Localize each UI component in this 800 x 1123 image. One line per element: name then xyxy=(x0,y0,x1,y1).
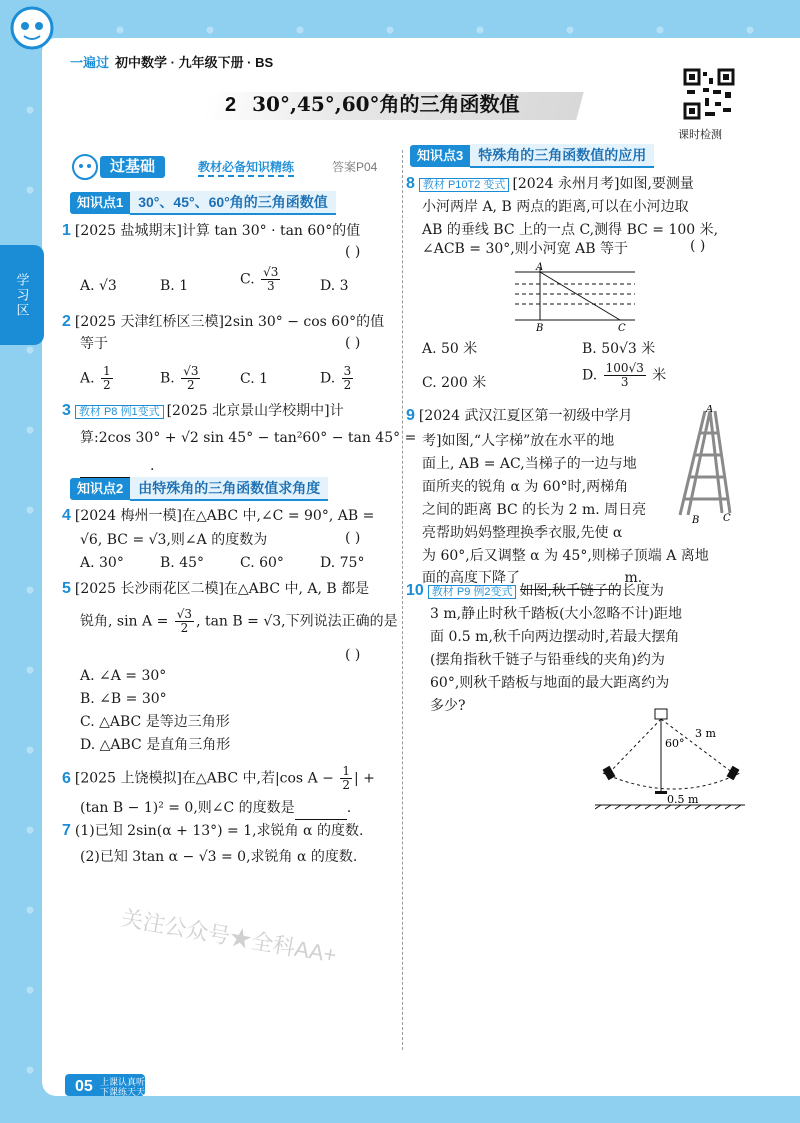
question-2: 2 [2025 天津红桥区三模]2sin 30° − cos 60°的值 xyxy=(62,313,385,330)
q8-option-c[interactable]: C. 200 米 xyxy=(422,375,487,391)
ladder-diagram xyxy=(660,405,735,525)
section-banner xyxy=(70,152,400,184)
question-10-line4: (摆角指秋千链子与铅垂线的夹角)约为 xyxy=(430,652,665,668)
question-4-line2: √6, BC = √3,则∠A 的度数为 xyxy=(80,532,268,548)
svg-text:60°: 60° xyxy=(665,737,685,750)
question-9-line3: 面上, AB = AC,当梯子的一边与地 xyxy=(422,456,637,472)
brand-name: 一遍过 xyxy=(70,55,110,70)
question-7: 7 (1)已知 2sin(α + 13°) = 1,求锐角 α 的度数. xyxy=(62,822,364,839)
question-1: 1 [2025 盐城期末]计算 tan 30° · tan 60°的值 xyxy=(62,222,361,239)
question-8-line3: AB 的垂线 BC 上的一点 C,测得 BC = 100 米, xyxy=(422,222,719,238)
q5-option-c[interactable]: C. △ABC 是等边三角形 xyxy=(80,714,230,730)
answer-page: 答案P04 xyxy=(332,160,378,174)
q1-option-c[interactable]: C. $\frac{√3}{3}$ xyxy=(240,265,279,293)
knowledge-point-2: 知识点2 由特殊角的三角函数值求角度 xyxy=(70,478,328,500)
watermark: 关注公众号★全科AA+ xyxy=(119,905,339,968)
question-6: 6 [2025 上饶模拟]在△ABC 中,若|cos A − $\frac{1}{2}$ | + xyxy=(62,764,375,792)
series-header xyxy=(70,52,273,71)
question-9-line4: 面所夹的锐角 α 为 60°时,两梯角 xyxy=(422,479,629,495)
q4-option-a[interactable]: A. 30° xyxy=(80,555,124,571)
answer-paren: ( ) xyxy=(345,530,361,546)
question-5: 5 [2025 长沙雨花区二模]在△ABC 中, A, B 都是 xyxy=(62,580,370,597)
q1-option-b[interactable]: B. 1 xyxy=(160,278,189,294)
mascot-icon xyxy=(70,152,100,182)
q2-option-b[interactable]: B. $\frac{√3}{2}$ xyxy=(160,364,199,392)
q8-option-d[interactable]: D. $\frac{100√3}{3}$ 米 xyxy=(582,361,667,389)
question-4: 4 [2024 梅州一模]在△ABC 中,∠C = 90°, AB = xyxy=(62,507,375,524)
knowledge-point-3: 知识点3 特殊角的三角函数值的应用 xyxy=(410,145,654,167)
q3-answer-blank[interactable]: . xyxy=(80,455,154,478)
answer-paren: ( ) xyxy=(345,647,361,663)
q2-option-d[interactable]: D. $\frac{3}{2}$ xyxy=(320,364,352,392)
page-number: 05 xyxy=(75,1078,93,1095)
knowledge-point-1: 知识点1 30°、45°、60°角的三角函数值 xyxy=(70,192,336,214)
svg-text:B: B xyxy=(536,323,544,332)
section-subtitle: 教材必备知识精练 xyxy=(198,158,294,177)
q2-option-c[interactable]: C. 1 xyxy=(240,371,269,387)
section-title: 过基础 xyxy=(100,156,165,178)
mascot-logo-icon xyxy=(2,0,64,70)
question-5-line2: 锐角, sin A = $\frac{√3}{2}$ , tan B = √3,下列说法正确的是 xyxy=(80,607,398,635)
question-10-line3: 面 0.5 m,秋千向两边摆动时,若最大摆角 xyxy=(430,629,680,645)
side-tab[interactable]: 学习区 xyxy=(0,245,44,345)
lesson-title-bar xyxy=(205,88,580,122)
q5-option-d[interactable]: D. △ABC 是直角三角形 xyxy=(80,737,231,753)
question-3-line2: 算:2cos 30° + √2 sin 45° − tan²60° − tan 45° = xyxy=(80,430,417,446)
question-10-line2: 3 m,静止时秋千踏板(大小忽略不计)距地 xyxy=(430,606,683,622)
answer-paren: ( ) xyxy=(345,335,361,351)
question-9-line5: 之间的距离 BC 的长为 2 m. 周日亮 xyxy=(422,502,647,518)
q1-option-a[interactable]: A. √3 xyxy=(80,278,117,294)
svg-text:A: A xyxy=(706,405,714,415)
q8-option-a[interactable]: A. 50 米 xyxy=(422,341,478,357)
q5-option-a[interactable]: A. ∠A = 30° xyxy=(80,668,167,684)
question-10-line6: 多少? xyxy=(430,698,466,714)
book-title: 初中数学 · 九年级下册 · BS xyxy=(115,55,274,70)
question-9-line7: 为 60°,后又调整 α 为 45°,则梯子顶端 A 离地 xyxy=(422,548,709,564)
question-3: 3 教材 P8 例1变式 [2025 北京景山学校期中]计 xyxy=(62,402,344,419)
question-8: 8 教材 P10T2 变式 [2024 永州月考]如图,要测量 xyxy=(406,175,694,192)
question-9-line8: 面的高度下降了 m. xyxy=(422,567,642,590)
column-divider xyxy=(402,150,403,1050)
svg-text:A: A xyxy=(536,262,544,273)
q4-option-d[interactable]: D. 75° xyxy=(320,555,365,571)
question-10-line5: 60°,则秋千踏板与地面的最大距离约为 xyxy=(430,675,670,691)
q1-option-d[interactable]: D. 3 xyxy=(320,278,349,294)
question-6-line2: (tan B − 1)² = 0,则∠C 的度数是 . xyxy=(80,797,351,820)
question-8-line4: ∠ACB = 30°,则小河宽 AB 等于 xyxy=(422,241,629,257)
question-2-line2: 等于 xyxy=(80,336,108,352)
q2-option-a[interactable]: A. $\frac{1}{2}$ xyxy=(80,364,111,392)
q4-option-b[interactable]: B. 45° xyxy=(160,555,205,571)
svg-text:3 m: 3 m xyxy=(695,727,716,740)
river-diagram xyxy=(510,260,640,332)
question-9: 9 [2024 武汉江夏区第一初级中学月 xyxy=(406,407,633,424)
svg-text:0.5 m: 0.5 m xyxy=(667,793,699,806)
footer-slogan: 上课认真听 下课练天天 xyxy=(100,1077,146,1097)
svg-text:C: C xyxy=(618,323,626,332)
swing-diagram xyxy=(595,705,745,815)
question-7-part2: (2)已知 3tan α − √3 = 0,求锐角 α 的度数. xyxy=(80,849,358,865)
question-10: 10 教材 P9 例2变式 如图,秋千链子的长度为 xyxy=(406,582,664,599)
lesson-title: 2 30°,45°,60°角的三角函数值 xyxy=(225,92,520,116)
svg-text:B: B xyxy=(692,515,700,525)
question-9-line2: 考]如图,“人字梯”放在水平的地 xyxy=(422,433,615,449)
answer-paren: ( ) xyxy=(345,244,361,260)
svg-text:C: C xyxy=(723,513,731,524)
q4-option-c[interactable]: C. 60° xyxy=(240,555,284,571)
q8-option-b[interactable]: B. 50√3 米 xyxy=(582,341,656,357)
qr-label: 课时检测 xyxy=(678,129,722,141)
question-8-line2: 小河两岸 A, B 两点的距离,可以在小河边取 xyxy=(422,199,689,215)
q5-option-b[interactable]: B. ∠B = 30° xyxy=(80,691,167,707)
question-9-line6: 亮帮助妈妈整理换季衣服,先使 α xyxy=(422,525,623,541)
answer-paren: ( ) xyxy=(690,238,706,254)
qr-code-icon[interactable] xyxy=(683,68,735,120)
